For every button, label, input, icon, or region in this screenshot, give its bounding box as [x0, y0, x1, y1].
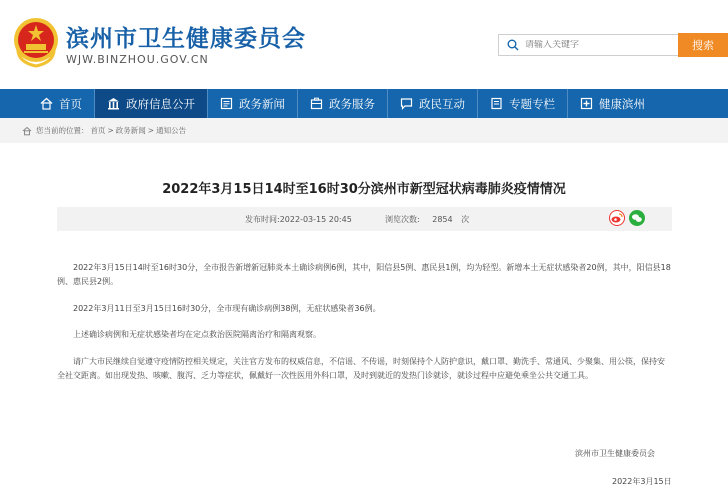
search-input[interactable] [525, 40, 665, 50]
search-icon [507, 39, 519, 51]
main-nav [0, 89, 728, 118]
nav-item-home[interactable] [0, 89, 94, 118]
service-icon [310, 97, 323, 110]
nav-item-service[interactable] [298, 89, 387, 118]
nav-item-label: 政府信息公开 [126, 96, 195, 111]
breadcrumb-prefix: 您当前的位置： [36, 126, 89, 135]
nav-item-interaction[interactable] [388, 89, 477, 118]
site-title: 滨州市卫生健康委员会 [66, 26, 306, 52]
article-paragraph: 请广大市民继续自觉遵守疫情防控相关规定，关注官方发布的权威信息，不信谣、不传谣，时刻保持个人防护意识，戴口罩、勤洗手、常通风、少聚集、用公筷，保持安全社交距离。如出现发热、咳嗽、腹泻、乏力等症状，佩戴好一次性医用外科口罩，及时到就近的发热门诊就诊，就诊过程中应避免乘坐公共交通工具。 [57, 357, 665, 380]
view-count [385, 214, 469, 225]
news-icon [220, 97, 233, 110]
topic-icon [490, 97, 503, 110]
nav-item-label: 健康滨州 [599, 96, 645, 111]
site-header [0, 0, 728, 88]
breadcrumb-item-notices[interactable]: 通知公告 [156, 126, 187, 135]
article-paragraph: 2022年3月11日至3月15日16时30分，全市现有确诊病例38例，无症状感染者36例。 [73, 303, 381, 313]
breadcrumb-separator: > [147, 126, 155, 135]
article-paragraph: 2022年3月15日14时至16时30分，全市报告新增新冠肺炎本土确诊病例6例，其中，阳信县5例、惠民县1例，均为轻型。新增本土无症状感染者20例，其中，阳信县18例、惠民县2例。 [57, 263, 671, 286]
publish-time: 发布时间:2022-03-15 20:45 [245, 215, 352, 224]
home-icon [40, 97, 53, 110]
breadcrumb-item-home[interactable]: 首页 [90, 126, 106, 135]
article-paragraph: 上述确诊病例和无症状感染者均在定点救治医院隔离治疗和隔离观察。 [73, 330, 321, 340]
article-title: 2022年3月15日14时至16时30分滨州市新型冠状病毒肺炎疫情情况 [162, 182, 566, 197]
government-building-icon [107, 97, 120, 110]
nav-item-health[interactable] [568, 89, 657, 118]
nav-item-label: 政务新闻 [239, 96, 285, 111]
article-meta-bar [57, 207, 672, 231]
search-box[interactable] [498, 34, 678, 56]
view-count-value: 2854 [432, 215, 453, 224]
nav-item-label: 首页 [59, 96, 82, 111]
breadcrumb-item-news[interactable]: 政务新闻 [115, 126, 146, 135]
nav-item-label: 政务服务 [329, 96, 375, 111]
view-count-label: 浏览次数: [385, 215, 420, 224]
wechat-icon[interactable] [629, 210, 645, 226]
article-sign-date: 2022年3月15日 [612, 477, 672, 486]
breadcrumb [0, 118, 728, 143]
nav-item-news[interactable] [208, 89, 297, 118]
health-icon [580, 97, 593, 110]
national-emblem-icon [12, 16, 60, 68]
article-body [57, 261, 672, 396]
nav-item-label: 政民互动 [419, 96, 465, 111]
breadcrumb-separator: > [107, 126, 114, 135]
nav-item-topics[interactable] [478, 89, 567, 118]
article-signature: 滨州市卫生健康委员会 [575, 449, 655, 458]
nav-item-label: 专题专栏 [509, 96, 555, 111]
view-count-unit: 次 [461, 215, 470, 224]
site-domain: WJW.BINZHOU.GOV.CN [66, 53, 209, 66]
nav-item-gov-info[interactable] [95, 89, 207, 118]
location-icon [22, 126, 32, 136]
weibo-icon[interactable] [609, 210, 625, 226]
share-buttons [609, 210, 645, 226]
interaction-icon [400, 97, 413, 110]
search-button[interactable]: 搜索 [678, 33, 728, 57]
